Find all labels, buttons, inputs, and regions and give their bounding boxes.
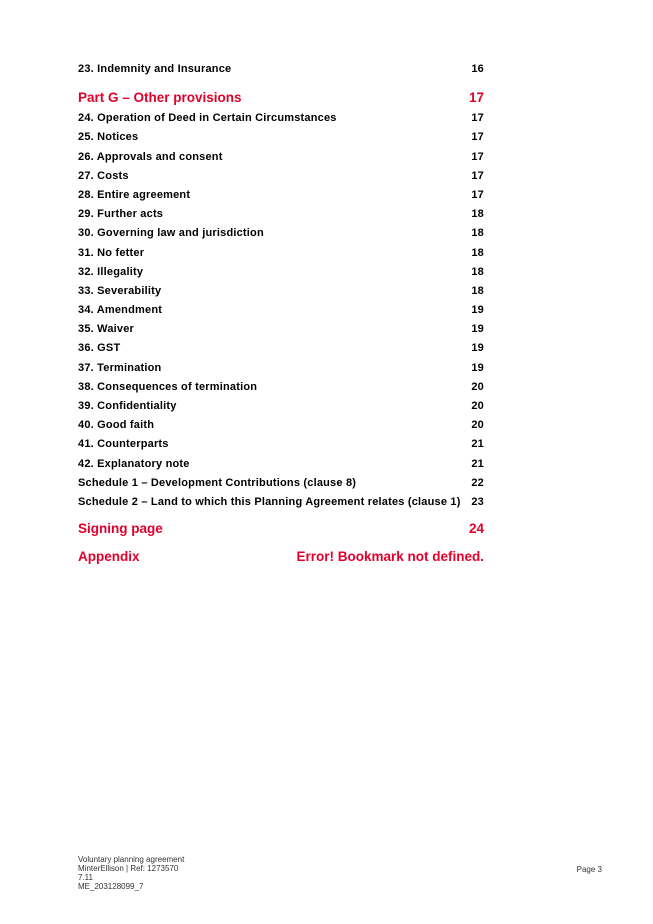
toc-entry-page: 17 (471, 112, 484, 125)
toc-entry-label: 28. Entire agreement (78, 188, 191, 201)
toc-entry[interactable] (78, 148, 484, 167)
toc-entry[interactable] (78, 263, 484, 282)
toc-entry[interactable] (78, 224, 484, 243)
toc-appendix-page: Error! Bookmark not defined. (296, 549, 484, 565)
toc-entry[interactable] (78, 282, 484, 301)
toc-entry[interactable] (78, 128, 484, 147)
toc-entry[interactable] (78, 455, 484, 474)
toc-entry-page: 17 (471, 150, 484, 163)
toc-entry-page: 20 (471, 380, 484, 393)
toc-entry-label: 23. Indemnity and Insurance (78, 63, 232, 75)
toc-entry-label: 24. Operation of Deed in Certain Circumstances (78, 112, 337, 125)
toc-entry[interactable] (78, 359, 484, 378)
toc-entry-page: 20 (471, 419, 484, 432)
toc-entry-label: 36. GST (78, 342, 121, 355)
footer-doc-title: Voluntary planning agreement (78, 855, 185, 864)
toc-entry-label: 38. Consequences of termination (78, 380, 258, 393)
toc-entry[interactable] (78, 435, 484, 454)
toc-entry-page: 23 (471, 495, 484, 508)
toc-part-label: Part G – Other provisions (78, 90, 242, 106)
toc-entry-label: 27. Costs (78, 169, 129, 182)
toc-entry-label: 35. Waiver (78, 323, 135, 336)
toc-entry[interactable] (78, 205, 484, 224)
toc-entry-label: 41. Counterparts (78, 438, 169, 451)
toc-entry-page: 18 (471, 227, 484, 240)
toc-part-page: 17 (468, 90, 484, 106)
toc-appendix-heading[interactable] (78, 546, 484, 568)
toc-entry-label: 26. Approvals and consent (78, 150, 223, 163)
toc-entry-page: 18 (471, 265, 484, 278)
toc-entry[interactable] (78, 416, 484, 435)
toc-entry-label: 34. Amendment (78, 304, 163, 317)
toc-entry[interactable] (78, 474, 484, 493)
toc-entry-page: 19 (471, 361, 484, 374)
toc-entry-label: 37. Termination (78, 361, 162, 374)
toc-entry-page: 19 (471, 304, 484, 317)
toc-entry-page: 17 (471, 188, 484, 201)
toc-appendix-label: Appendix (78, 549, 140, 565)
toc-entry[interactable] (78, 339, 484, 358)
toc-pre-entries (78, 60, 484, 79)
footer-ref: MinterEllison | Ref: 1273570 (78, 864, 179, 873)
toc-entry-page: 19 (471, 323, 484, 336)
toc-entry-page: 20 (471, 400, 484, 412)
toc-entry[interactable] (78, 320, 484, 339)
toc-entry-page: 19 (471, 342, 484, 355)
page-footer (78, 855, 602, 891)
toc-signing-page: 24 (468, 521, 484, 537)
toc-entry-label: 42. Explanatory note (78, 457, 190, 470)
toc-entry-page: 18 (471, 284, 484, 297)
toc-entry-label: 39. Confidentiality (78, 400, 177, 412)
toc-entry[interactable] (78, 244, 484, 263)
toc-entry-label: 33. Severability (78, 284, 162, 297)
toc-entry-page: 18 (471, 246, 484, 259)
toc-entry-page: 21 (471, 438, 484, 451)
toc-entry-label: 30. Governing law and jurisdiction (78, 227, 264, 240)
toc-entry[interactable] (78, 397, 484, 416)
toc-entry-label: 40. Good faith (78, 419, 155, 432)
toc-entry-label: 29. Further acts (78, 208, 164, 221)
toc-entry[interactable] (78, 301, 484, 320)
toc-entry[interactable] (78, 493, 484, 512)
table-of-contents (78, 60, 484, 568)
footer-page-number: Page 3 (576, 865, 602, 874)
toc-signing-heading[interactable] (78, 518, 484, 540)
toc-entry[interactable] (78, 167, 484, 186)
toc-signing-label: Signing page (78, 521, 163, 537)
toc-entry[interactable] (78, 60, 484, 79)
toc-entry-page: 16 (471, 63, 484, 75)
toc-entry[interactable] (78, 109, 484, 128)
toc-entry-page: 21 (471, 457, 484, 470)
toc-entry-page: 18 (471, 208, 484, 221)
toc-entry-page: 17 (471, 169, 484, 182)
toc-entry-label: Schedule 2 – Land to which this Planning Agreement relates (clause 1) (78, 495, 461, 508)
toc-part-g-entries (78, 109, 484, 512)
toc-entry[interactable] (78, 378, 484, 397)
footer-version: 7.11 (78, 873, 93, 882)
toc-entry[interactable] (78, 186, 484, 205)
toc-part-heading[interactable] (78, 87, 484, 109)
toc-entry-label: 32. Illegality (78, 265, 144, 278)
toc-entry-label: Schedule 1 – Development Contributions (clause 8) (78, 476, 357, 489)
toc-entry-label: 25. Notices (78, 131, 139, 144)
toc-entry-page: 17 (471, 131, 484, 144)
footer-doc-id: ME_203128099_7 (78, 882, 144, 891)
toc-entry-page: 22 (471, 476, 484, 489)
toc-entry-label: 31. No fetter (78, 246, 145, 259)
